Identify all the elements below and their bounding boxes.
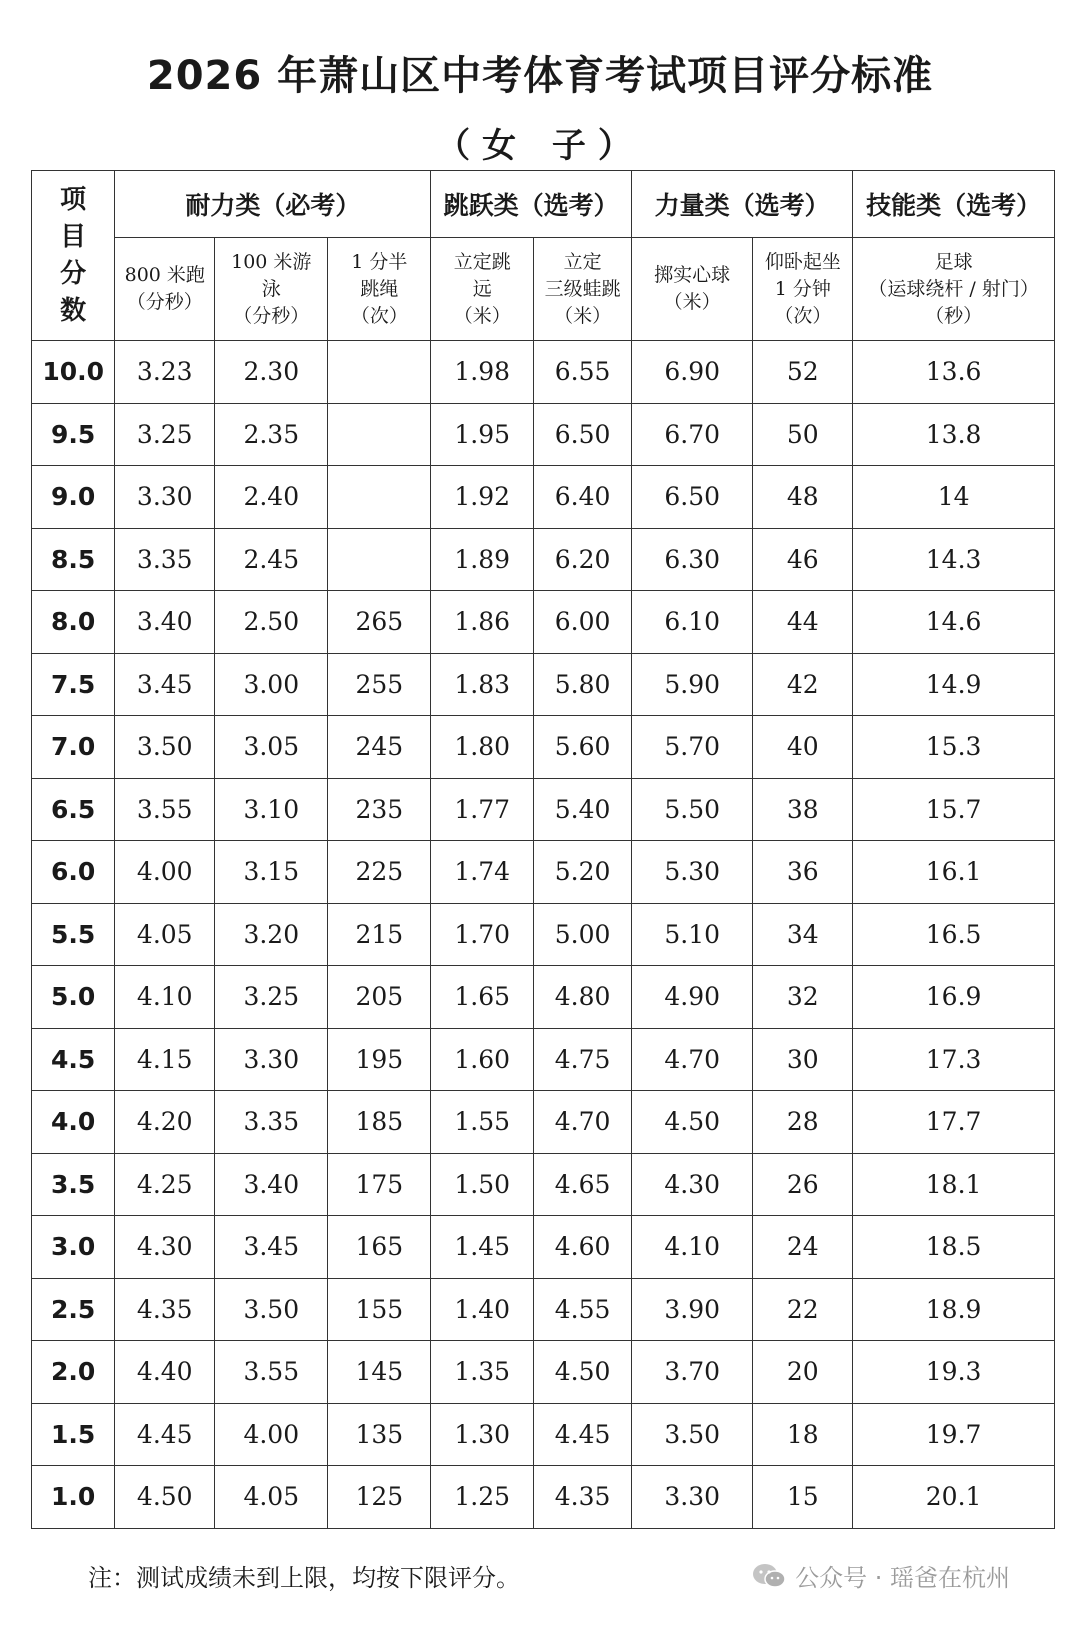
subheader-rope-skipping: 1 分半 跳绳 （次） [328,238,431,341]
table-cell: 24 [753,1216,853,1279]
table-cell: 20.1 [853,1466,1055,1529]
table-cell: 145 [328,1341,431,1404]
table-cell: 125 [328,1466,431,1529]
table-row [32,1403,1055,1466]
table-cell: 32 [753,966,853,1029]
table-cell: 6.30 [631,528,752,591]
table-cell: 3.35 [215,1091,328,1154]
table-cell: 14.3 [853,528,1055,591]
table-cell: 52 [753,341,853,404]
table-row [32,841,1055,904]
table-cell: 4.50 [534,1341,632,1404]
category-endurance: 耐力类（必考） [115,171,431,238]
table-cell: 4.05 [115,903,215,966]
table-cell: 4.75 [534,1028,632,1091]
table-cell: 5.50 [631,778,752,841]
watermark [751,1558,1010,1593]
table-cell: 3.00 [215,653,328,716]
table-cell: 40 [753,716,853,779]
table-cell: 19.7 [853,1403,1055,1466]
table-cell: 14.6 [853,591,1055,654]
score-cell: 2.5 [32,1278,115,1341]
wechat-icon [751,1562,787,1590]
table-cell: 3.55 [215,1341,328,1404]
table-cell: 3.30 [215,1028,328,1091]
subheader-swim-100m: 100 米游 泳 （分秒） [215,238,328,341]
table-cell: 1.35 [431,1341,534,1404]
table-cell: 185 [328,1091,431,1154]
table-cell: 4.50 [631,1091,752,1154]
table-cell: 1.70 [431,903,534,966]
table-cell: 3.90 [631,1278,752,1341]
table-cell: 6.20 [534,528,632,591]
table-cell: 175 [328,1153,431,1216]
subheader-sit-ups: 仰卧起坐 1 分钟 （次） [753,238,853,341]
table-cell: 17.7 [853,1091,1055,1154]
score-cell: 4.5 [32,1028,115,1091]
table-cell: 18.1 [853,1153,1055,1216]
score-cell: 1.0 [32,1466,115,1529]
table-cell: 1.55 [431,1091,534,1154]
table-cell: 19.3 [853,1341,1055,1404]
table-row [32,1341,1055,1404]
table-cell: 20 [753,1341,853,1404]
category-strength: 力量类（选考） [631,171,852,238]
score-cell: 9.5 [32,403,115,466]
table-cell: 4.10 [631,1216,752,1279]
table-cell: 4.35 [534,1466,632,1529]
table-cell: 4.80 [534,966,632,1029]
table-cell: 30 [753,1028,853,1091]
table-cell: 4.55 [534,1278,632,1341]
table-cell: 6.40 [534,466,632,529]
subheader-800m-run: 800 米跑 （分秒） [115,238,215,341]
table-cell: 4.25 [115,1153,215,1216]
table-cell: 165 [328,1216,431,1279]
table-cell: 3.50 [631,1403,752,1466]
table-cell: 1.80 [431,716,534,779]
score-header: 项 目 分 数 [32,171,115,341]
table-row [32,1216,1055,1279]
table-cell: 5.10 [631,903,752,966]
table-cell: 14.9 [853,653,1055,716]
table-cell [328,466,431,529]
subheader-football: 足球 （运球绕杆 / 射门） （秒） [853,238,1055,341]
table-cell: 22 [753,1278,853,1341]
table-cell: 50 [753,403,853,466]
table-cell: 2.45 [215,528,328,591]
table-cell: 5.30 [631,841,752,904]
table-cell: 6.00 [534,591,632,654]
table-row [32,1091,1055,1154]
table-cell: 5.60 [534,716,632,779]
table-cell: 46 [753,528,853,591]
table-cell: 4.40 [115,1341,215,1404]
watermark-text: 公众号 · 瑶爸在杭州 [795,1564,1010,1592]
table-row [32,591,1055,654]
table-cell: 255 [328,653,431,716]
score-cell: 7.0 [32,716,115,779]
score-cell: 5.0 [32,966,115,1029]
table-cell: 6.55 [534,341,632,404]
category-skill: 技能类（选考） [853,171,1055,238]
table-cell: 3.40 [215,1153,328,1216]
table-row [32,1466,1055,1529]
table-cell: 1.60 [431,1028,534,1091]
table-cell: 1.65 [431,966,534,1029]
table-cell: 5.20 [534,841,632,904]
table-cell: 4.20 [115,1091,215,1154]
table-cell: 26 [753,1153,853,1216]
table-cell: 2.40 [215,466,328,529]
table-cell: 4.00 [215,1403,328,1466]
table-cell: 3.25 [215,966,328,1029]
page-subtitle: （女 子） [436,126,644,166]
table-cell: 18.9 [853,1278,1055,1341]
table-cell: 195 [328,1028,431,1091]
table-cell: 15 [753,1466,853,1529]
table-cell: 4.70 [534,1091,632,1154]
table-cell: 15.7 [853,778,1055,841]
table-cell: 4.65 [534,1153,632,1216]
table-cell: 155 [328,1278,431,1341]
table-cell: 3.30 [631,1466,752,1529]
score-cell: 6.0 [32,841,115,904]
table-cell: 3.20 [215,903,328,966]
table-cell [328,341,431,404]
table-row [32,966,1055,1029]
table-cell: 215 [328,903,431,966]
table-cell: 1.86 [431,591,534,654]
score-cell: 2.0 [32,1341,115,1404]
table-cell: 1.89 [431,528,534,591]
table-cell: 36 [753,841,853,904]
table-cell: 6.70 [631,403,752,466]
table-cell: 5.90 [631,653,752,716]
table-cell: 225 [328,841,431,904]
table-cell: 3.30 [115,466,215,529]
table-cell: 4.70 [631,1028,752,1091]
table-row [32,466,1055,529]
table-cell: 5.80 [534,653,632,716]
table-cell: 1.95 [431,403,534,466]
table-cell: 1.45 [431,1216,534,1279]
table-cell: 1.83 [431,653,534,716]
table-cell: 1.40 [431,1278,534,1341]
table-cell: 2.30 [215,341,328,404]
table-cell: 15.3 [853,716,1055,779]
table-cell: 6.50 [631,466,752,529]
table-cell: 28 [753,1091,853,1154]
table-cell: 5.70 [631,716,752,779]
subheader-standing-long-jump: 立定跳 远 （米） [431,238,534,341]
score-cell: 3.0 [32,1216,115,1279]
table-cell: 6.10 [631,591,752,654]
table-cell: 3.25 [115,403,215,466]
table-cell: 4.50 [115,1466,215,1529]
table-cell: 4.60 [534,1216,632,1279]
table-cell: 3.55 [115,778,215,841]
score-cell: 7.5 [32,653,115,716]
table-cell: 4.45 [115,1403,215,1466]
table-cell: 38 [753,778,853,841]
table-cell: 4.90 [631,966,752,1029]
table-row [32,528,1055,591]
table-cell: 42 [753,653,853,716]
table-cell: 135 [328,1403,431,1466]
table-cell: 3.70 [631,1341,752,1404]
table-cell: 48 [753,466,853,529]
table-cell: 14 [853,466,1055,529]
table-cell: 3.10 [215,778,328,841]
subheader-medicine-ball: 掷实心球 （米） [631,238,752,341]
table-cell [328,528,431,591]
table-cell [328,403,431,466]
table-row [32,403,1055,466]
table-row [32,778,1055,841]
table-row [32,341,1055,404]
table-cell: 3.23 [115,341,215,404]
table-cell: 4.35 [115,1278,215,1341]
table-cell: 1.25 [431,1466,534,1529]
table-cell: 3.50 [115,716,215,779]
table-cell: 4.30 [631,1153,752,1216]
table-cell: 1.30 [431,1403,534,1466]
table-row [32,1153,1055,1216]
table-cell: 4.05 [215,1466,328,1529]
table-cell: 1.98 [431,341,534,404]
score-cell: 1.5 [32,1403,115,1466]
table-cell: 3.35 [115,528,215,591]
table-cell: 34 [753,903,853,966]
score-cell: 8.5 [32,528,115,591]
table-cell: 3.40 [115,591,215,654]
table-cell: 4.30 [115,1216,215,1279]
score-cell: 3.5 [32,1153,115,1216]
table-cell: 1.77 [431,778,534,841]
table-cell: 4.10 [115,966,215,1029]
table-row [32,903,1055,966]
score-cell: 9.0 [32,466,115,529]
table-cell: 13.8 [853,403,1055,466]
score-cell: 8.0 [32,591,115,654]
table-row [32,716,1055,779]
subheader-triple-frog-jump: 立定 三级蛙跳 （米） [534,238,632,341]
table-cell: 4.00 [115,841,215,904]
page-title: 2026 年萧山区中考体育考试项目评分标准 [146,53,934,99]
table-cell: 3.15 [215,841,328,904]
table-row [32,1278,1055,1341]
table-cell: 4.45 [534,1403,632,1466]
table-cell: 1.92 [431,466,534,529]
table-cell: 16.5 [853,903,1055,966]
table-cell: 44 [753,591,853,654]
footnote: 注：测试成绩未到上限，均按下限评分。 [88,1564,520,1592]
table-cell: 205 [328,966,431,1029]
score-cell: 6.5 [32,778,115,841]
table-row [32,1028,1055,1091]
table-cell: 2.50 [215,591,328,654]
table-cell: 3.50 [215,1278,328,1341]
score-cell: 4.0 [32,1091,115,1154]
table-cell: 16.9 [853,966,1055,1029]
table-cell: 13.6 [853,341,1055,404]
scoring-table [31,170,1055,1529]
category-jump: 跳跃类（选考） [431,171,632,238]
table-cell: 17.3 [853,1028,1055,1091]
table-cell: 16.1 [853,841,1055,904]
table-cell: 265 [328,591,431,654]
table-row [32,653,1055,716]
table-cell: 245 [328,716,431,779]
table-cell: 2.35 [215,403,328,466]
table-cell: 3.45 [115,653,215,716]
table-cell: 235 [328,778,431,841]
table-cell: 1.50 [431,1153,534,1216]
table-cell: 5.00 [534,903,632,966]
table-cell: 6.50 [534,403,632,466]
table-cell: 18.5 [853,1216,1055,1279]
score-cell: 10.0 [32,341,115,404]
table-cell: 6.90 [631,341,752,404]
table-cell: 18 [753,1403,853,1466]
score-cell: 5.5 [32,903,115,966]
table-cell: 3.05 [215,716,328,779]
table-cell: 1.74 [431,841,534,904]
table-cell: 4.15 [115,1028,215,1091]
table-cell: 3.45 [215,1216,328,1279]
table-cell: 5.40 [534,778,632,841]
